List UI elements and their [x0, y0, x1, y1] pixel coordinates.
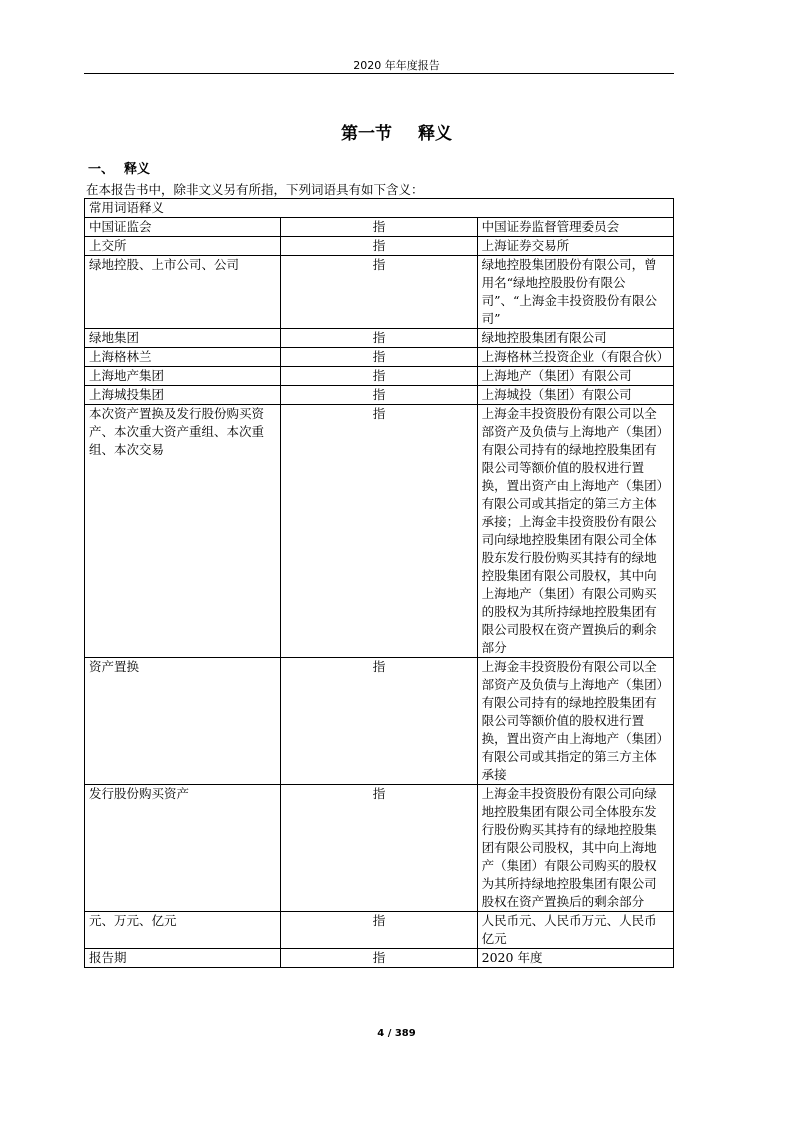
intro-text: 在本报告书中，除非文义另有所指，下列词语具有如下含义：: [86, 182, 424, 197]
table-row: [85, 405, 674, 658]
ref-cell: 指: [281, 658, 477, 785]
definition-cell: 上海金丰投资股份有限公司向绿地控股集团有限公司全体股东发行股份购买其持有的绿地控股集团有限公司股权，其中向上海地产（集团）有限公司购买的股权为其所持绿地控股集团有限公司股权在资产置换后的剩余部分: [477, 785, 673, 912]
table-row: [85, 348, 674, 367]
term-cell: 上海格林兰: [85, 348, 281, 367]
term-cell: 上海城投集团: [85, 386, 281, 405]
ref-cell: 指: [281, 949, 477, 968]
table-row: [85, 256, 674, 329]
table-row: [85, 367, 674, 386]
definition-cell: 绿地控股集团股份有限公司，曾用名“绿地控股股份有限公司”、“上海金丰投资股份有限公司”: [477, 256, 673, 329]
glossary-table: [84, 198, 674, 968]
ref-cell: 指: [281, 785, 477, 912]
term-cell: 元、万元、亿元: [85, 912, 281, 949]
term-cell: 发行股份购买资产: [85, 785, 281, 912]
definition-cell: 中国证券监督管理委员会: [477, 218, 673, 237]
term-cell: 上交所: [85, 237, 281, 256]
term-cell: 本次资产置换及发行股份购买资产、本次重大资产重组、本次重组、本次交易: [85, 405, 281, 658]
running-header: 2020 年年度报告: [353, 59, 440, 72]
definition-cell: 上海证券交易所: [477, 237, 673, 256]
page-number: 4 / 389: [377, 1028, 416, 1039]
term-cell: 报告期: [85, 949, 281, 968]
ref-cell: 指: [281, 386, 477, 405]
definition-cell: 上海城投（集团）有限公司: [477, 386, 673, 405]
table-caption: 常用词语释义: [85, 199, 674, 218]
term-cell: 资产置换: [85, 658, 281, 785]
ref-cell: 指: [281, 237, 477, 256]
subheading-number: 一、: [88, 162, 115, 177]
table-caption-row: [85, 199, 674, 218]
table-row: [85, 949, 674, 968]
ref-cell: 指: [281, 218, 477, 237]
table-row: [85, 218, 674, 237]
ref-cell: 指: [281, 405, 477, 658]
ref-cell: 指: [281, 256, 477, 329]
section-title: [0, 119, 793, 144]
table-row: [85, 785, 674, 912]
header-divider: [84, 73, 674, 74]
definition-cell: 2020 年度: [477, 949, 673, 968]
definition-cell: 上海金丰投资股份有限公司以全部资产及负债与上海地产（集团）有限公司持有的绿地控股集团有限公司等额价值的股权进行置换，置出资产由上海地产（集团）有限公司或其指定的第三方主体承接: [477, 658, 673, 785]
definition-cell: 上海格林兰投资企业（有限合伙）: [477, 348, 673, 367]
section-label: 第一节: [341, 124, 392, 144]
term-cell: 上海地产集团: [85, 367, 281, 386]
definition-cell: 上海金丰投资股份有限公司以全部资产及负债与上海地产（集团）有限公司持有的绿地控股集团有限公司等额价值的股权进行置换，置出资产由上海地产（集团）有限公司或其指定的第三方主体承接；上海金丰投资股份有限公司向绿地控股集团有限公司全体股东发行股份购买其持有的绿地控股集团有限公司股权，其中向上海地产（集团）有限公司购买的股权为其所持绿地控股集团有限公司股权在资产置换后的剩余部分: [477, 405, 673, 658]
subheading-title: 释义: [124, 162, 151, 177]
table-row: [85, 912, 674, 949]
table-row: [85, 329, 674, 348]
definition-cell: 绿地控股集团有限公司: [477, 329, 673, 348]
table-row: [85, 237, 674, 256]
subheading: [88, 158, 150, 177]
ref-cell: 指: [281, 329, 477, 348]
ref-cell: 指: [281, 367, 477, 386]
term-cell: 中国证监会: [85, 218, 281, 237]
definition-cell: 上海地产（集团）有限公司: [477, 367, 673, 386]
term-cell: 绿地控股、上市公司、公司: [85, 256, 281, 329]
table-row: [85, 658, 674, 785]
term-cell: 绿地集团: [85, 329, 281, 348]
ref-cell: 指: [281, 348, 477, 367]
definition-cell: 人民币元、人民币万元、人民币亿元: [477, 912, 673, 949]
section-heading: 释义: [418, 124, 452, 144]
ref-cell: 指: [281, 912, 477, 949]
table-row: [85, 386, 674, 405]
